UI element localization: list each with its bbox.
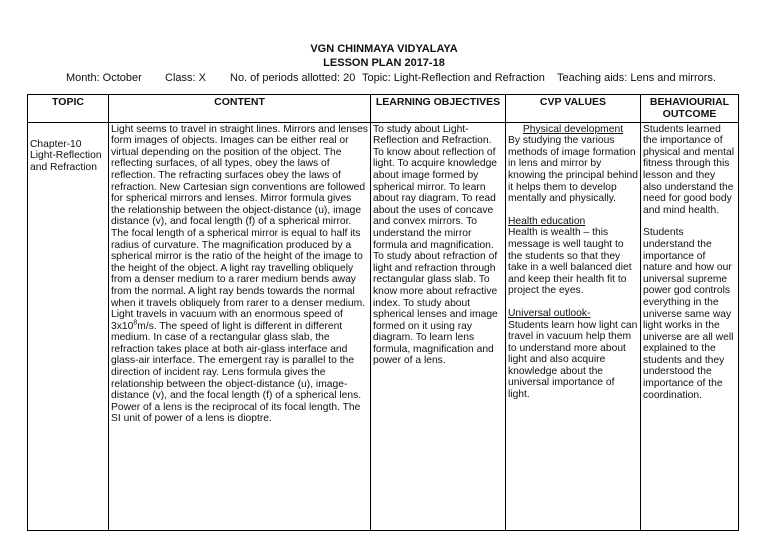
cell-cvp [506, 122, 641, 530]
outcome-text-2: Students understand the importance of nature and how our universal supreme power god controls everything in the universe same way light works in the universe are all well explained to the students and they understood the importance of the coordination. [643, 227, 734, 401]
cell-topic: Chapter-10 Light-Reflection and Refraction [28, 122, 109, 530]
header-content: CONTENT [109, 95, 371, 123]
header-topic: TOPIC [28, 95, 109, 123]
outcome-text-1: Students learned the importance of physical and mental fitness through this lesson and they also understand the need for good body and mind health. [643, 123, 735, 216]
header-cvp: CVP VALUES [506, 95, 641, 123]
header-objectives: LEARNING OBJECTIVES [371, 95, 506, 123]
lesson-plan-table [27, 94, 739, 531]
meta-periods: No. of periods allotted: 20 [230, 72, 356, 84]
cvp-heading-physical: Physical development [522, 123, 624, 135]
content-text-b: m/s. The speed of light is different in different medium. In case of a rectangular glass slab, the refraction takes place at both air-glass interface and glass-air interface. The emergent ray is parallel to the direction of incident ray. Lens formula gives the relationship between the object-distance (u), image-distance (v), and the focal length (f) of a spherical lens. Power of a lens is the reciprocal of its focal length. The SI unit of power of a lens is dioptre. [111, 320, 362, 425]
table-row [28, 122, 739, 530]
cvp-heading-health: Health education [508, 215, 586, 227]
meta-class: Class: X [165, 72, 206, 84]
content-text-a: Light seems to travel in straight lines. Mirrors and lenses form images of objects. Images can be either real or virtual depending on the position of the object. The reflecting surfaces, of all types, obey the laws of reflection. The refracting surfaces obey the laws of refraction. New Cartesian sign conventions are followed for spherical mirrors and lenses. Mirror formula gives the relationship between the object-distance (u), image distance (v), and focal length (f) of a spherical mirror. The focal length of a spherical mirror is equal to half its radius of curvature. The magnification produced by a spherical mirror is the ratio of the height of the image to the height of the object. A light ray travelling obliquely from a denser medium to a rarer medium bends away from the normal. A light ray bends towards the normal when it travels obliquely from rarer to a denser medium. Light travels in vacuum with an enormous speed of 3x10 [111, 123, 368, 332]
cell-content [109, 122, 371, 530]
content-exponent: 8 [133, 319, 138, 327]
school-name: VGN CHINMAYA VIDYALAYA [310, 43, 458, 55]
meta-month: Month: October [66, 72, 142, 84]
cell-objectives: To study about Light-Reflection and Refraction. To know about reflection of light. To acquire knowledge about image formed by spherical mirror. To learn about ray diagram. To read about the uses of concave and convex mirrors. To understand the mirror formula and magnification. To study about refraction of light and refraction through rectangular glass slab. To know more about refractive index. To study about spherical lenses and image formed on it using ray diagram. To learn lens formula, magnification and power of a lens. [371, 122, 506, 530]
cell-outcome [641, 122, 739, 530]
meta-topic: Topic: Light-Reflection and Refraction [362, 72, 545, 84]
meta-aids: Teaching aids: Lens and mirrors. [557, 72, 716, 84]
plan-title: LESSON PLAN 2017-18 [323, 57, 445, 69]
table-header-row [28, 95, 739, 123]
cvp-text-physical: By studying the various methods of image formation in lens and mirror by knowing the principal behind it helps them to develop mentally and physically. [508, 135, 638, 205]
cvp-text-universal: Students learn how light can travel in vacuum help them to understand more about light and also acquire knowledge about the universal importance of light. [508, 319, 638, 401]
cvp-heading-universal: Universal outlook- [508, 307, 591, 319]
cvp-text-health: Health is wealth – this message is well taught to the students so that they take in a well balanced diet and keep their health fit to project the eyes. [508, 227, 632, 297]
header-outcome: BEHAVIOURIAL OUTCOME [641, 95, 739, 123]
